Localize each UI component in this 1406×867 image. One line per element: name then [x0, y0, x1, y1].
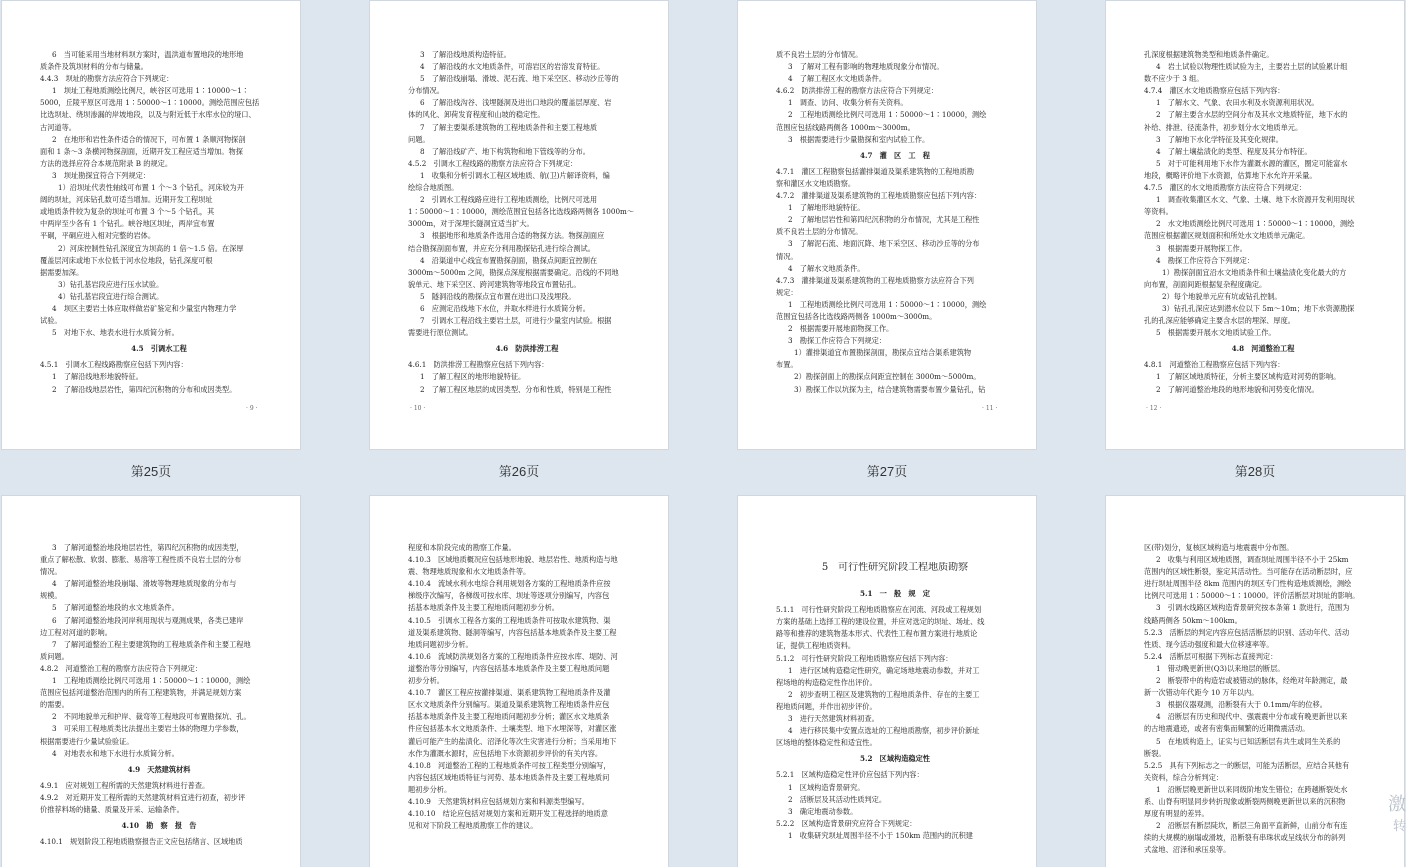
- page-content: [1106, 496, 1404, 856]
- text-line: 2 沿断层有断层陡坎，断层三角面平直新鲜，山前分布有连: [1156, 821, 1348, 831]
- text-line: 3 确定地震动参数。: [788, 806, 858, 816]
- text-line: 需要进行原位测试。: [408, 328, 473, 338]
- text-line: 价推荐料场的储量、质量及开采、运输条件。: [40, 804, 184, 814]
- text-line: 规模。: [40, 591, 62, 601]
- text-line: 4 勘探工作应符合下列规定：: [1156, 255, 1255, 265]
- page-label-28[interactable]: 第28页: [1234, 464, 1276, 479]
- text-line: 进行坝址周围半径 8km 范围内的坝区专门性构造地质测绘，测绘: [1144, 579, 1352, 589]
- text-line: 面和 1 条～3 条横河物探剖面，近期开发工程应适当增加。物探: [40, 146, 243, 156]
- text-line: 7 引调水工程沿线主要岩土层，可进行少量室内试验。根据: [420, 316, 612, 326]
- text-line: 系、山脊有明显同步转折现象或断裂两侧晚更新世以来的沉积物: [1144, 796, 1346, 806]
- text-line: 比选坝址、绕坝渗漏的岸坡地段，以及与附近低于水库水位的垭口、: [40, 110, 256, 120]
- page-27[interactable]: [738, 1, 1036, 449]
- text-line: 1 沿断层晚更新世以来同级阶地发生错位；在跨越断裂处水: [1156, 784, 1348, 794]
- text-line: 4 了解沿线的水文地质条件，可溶岩区的岩溶发育特征。: [420, 62, 605, 72]
- text-line: 1 收集研究坝址周围半径不小于 150km 范围内的沉积建: [788, 830, 973, 840]
- text-line: 梯级序次编写，各梯级可按水库、坝址等逐项分别编写，内容包: [408, 591, 610, 601]
- text-line: 规定：: [776, 287, 798, 297]
- text-line: 性质、现今活动强度和最大位移速率等。: [1144, 639, 1274, 649]
- text-line: 4.9.1 应对规划工程所需的天然建筑材料进行普查。: [40, 780, 210, 790]
- page-26[interactable]: [370, 1, 668, 449]
- text-line: 8 了解沿线矿产、地下构筑物和地下管线等的分布。: [420, 146, 590, 156]
- text-line: 5 在地质构造上，证实与已知活断层有共生或同生关系的: [1156, 736, 1341, 746]
- text-line: 4.7 灌 区 工 程: [859, 150, 930, 160]
- text-line: 6 当可能采用当地材料坝方案时，温洪道布置地段的地形地: [52, 50, 244, 59]
- text-line: 中两岸至少各有 1 个钻孔。峡谷地区坝址，两岸宜布置: [40, 219, 215, 229]
- text-line: 线路两侧各 50km～100km。: [1144, 615, 1242, 625]
- text-line: 地段，概略评价地下水资源，估算地下水允许开采量。: [1144, 170, 1317, 180]
- text-line: 道整治等分别编写，内容包括基本地质条件及主要工程地质问题: [408, 663, 610, 673]
- text-line: 覆盖层河床或地下水位低于河水位地段，钻孔深度可根: [40, 255, 213, 265]
- text-line: 1）沿坝址代表性轴线可布置 1 个～3 个钻孔，河床较为开: [58, 183, 244, 193]
- text-line: 4 沿渠道中心线宜布置勘探剖面，勘探点间距宜控制在: [420, 255, 598, 265]
- text-line: 2 了解地层岩性和第四纪沉积物的分布情况，尤其是工程性: [788, 215, 980, 225]
- text-line: 2 断裂带中的构造岩或被错动的脉体，经绝对年龄测定，最: [1156, 676, 1348, 686]
- text-line: 5.2.2 区域构造背景研究应符合下列规定：: [776, 818, 917, 828]
- page-content: [2, 1, 300, 396]
- text-line: 4.6.2 防洪排涝工程的勘察方法应符合下列规定：: [776, 86, 939, 96]
- text-line: 3 引调水线路区域构造背景研究按本条第 1 款进行，范围为: [1156, 603, 1350, 613]
- text-line: 4.10.9 天然建筑材料应包括规划方案和料源类型编写。: [408, 796, 589, 806]
- text-line: 区场地的整体稳定性和适宜性。: [776, 738, 877, 748]
- text-line: 分布情况。: [408, 86, 444, 96]
- text-line: 5.2.1 区域构造稳定性评价应包括下列内容：: [776, 770, 924, 780]
- text-line: 试验。: [40, 316, 62, 326]
- text-line: 见和对下阶段工程地质勘察工作的建议。: [408, 821, 538, 831]
- text-line: 4 了解河道整治地段崩塌、滑坡等物理地质现象的分布与: [52, 579, 237, 589]
- text-line: 关资料，综合分析判定：: [1144, 772, 1224, 782]
- text-line: 件应包括基本水文地质条件、土壤类型、地下水埋深等，对灌区涨: [408, 724, 617, 734]
- text-line: 数不应少于 3 组。: [1144, 74, 1204, 84]
- text-line: 式盆地、沼泽和承压泉等。: [1144, 845, 1231, 855]
- text-line: 3 坝址勘探宜符合下列规定：: [52, 170, 151, 180]
- page-number: · 12 ·: [1146, 404, 1162, 412]
- text-line: 6 了解河道整治地段河岸利用现状与观测成果，各类已建岸: [52, 615, 244, 625]
- watermark-line-2: 转: [1392, 818, 1406, 833]
- text-line: 4.8.2 河道整治工程的勘察方法应符合下列规定：: [40, 663, 203, 673]
- text-line: 1 了解水文、气象、农田水利及水资源利用状况。: [1156, 98, 1319, 108]
- text-line: 4 沿断层有历史和现代中、强震震中分布或有晚更新世以来: [1156, 712, 1348, 722]
- text-line: 5000，丘陵平原区可选用 1∶50000～1∶10000。测绘范围应包括: [40, 98, 260, 108]
- text-line: 3 根据仪器观测，沿断裂有大于 0.1mm/年的位移。: [1156, 700, 1327, 710]
- text-line: 2 在地形和岩性条件适合的情况下，可布置 1 条顺河物探剖: [52, 134, 246, 144]
- text-line: 情况。: [40, 567, 62, 577]
- text-line: 绘综合地质图。: [408, 183, 459, 193]
- text-line: 范围应包括河道整治范围内的所有工程建筑物，并满足规划方案: [40, 688, 242, 698]
- text-line: 5 对于可能利用地下水作为灌溉水源的灌区，圈定可能富水: [1156, 158, 1348, 168]
- text-line: 4.10.3 区域地质概况应包括地形地貌、地层岩性、地质构造与地: [408, 555, 618, 565]
- text-line: 古河道等。: [40, 122, 76, 132]
- text-line: 补给、排泄、径流条件，初步划分水文地质单元。: [1144, 122, 1303, 132]
- text-line: 貌单元、地下采空区、跨河建筑物等地段宜布置钻孔。: [408, 279, 581, 289]
- text-line: 4 进行移民集中安置点选址的工程地质勘察，初步评价新址: [788, 726, 980, 736]
- text-line: 体的风化、卸荷发育程度和山坡的稳定性。: [408, 110, 545, 120]
- text-line: 区(带)划分，复核区域构造与地震震中分布图。: [1144, 543, 1294, 552]
- text-line: 3 根据地形和地质条件选用合适的物探方法。物探剖面应: [420, 231, 605, 241]
- page-number: · 10 ·: [410, 404, 426, 412]
- text-line: 2 不同地貌单元和护岸、裁弯等工程地段可布置勘探坑、孔。: [52, 712, 251, 722]
- text-line: 4.5.2 引调水工程线路的勘察方法应符合下列规定：: [408, 158, 578, 168]
- watermark-line-1: 激: [1388, 794, 1406, 814]
- page-label-26[interactable]: 第26页: [498, 464, 540, 479]
- text-line: 4 对地表水和地下水进行水质简分析。: [52, 748, 179, 758]
- text-line: 质不良岩土层的分布情况。: [776, 50, 863, 59]
- text-line: 4.5 引调水工程: [131, 344, 187, 354]
- text-line: 3 了解河道整治地段地层岩性，第四纪沉积物的成因类型，: [52, 543, 244, 552]
- page-label-25[interactable]: 第25页: [130, 464, 172, 479]
- text-line: 程场地的构造稳定性作出评价。: [776, 677, 877, 687]
- text-line: 括基本地质条件及主要工程地质问题初步分析。: [408, 603, 559, 613]
- text-line: 4 坝区主要岩土体应取样做岩矿鉴定和少量室内物理力学: [52, 303, 237, 313]
- text-line: 范围内的区域性断裂，鉴定其活动性。当可能存在活动断层时，应: [1144, 567, 1353, 577]
- text-line: 4.7.5 灌区的水文地质勘察方法应符合下列规定：: [1144, 183, 1307, 193]
- text-line: 问题。: [408, 134, 430, 144]
- text-line: 4.9.2 对近期开发工程所需的天然建筑材料宜进行初查，初步评: [40, 792, 246, 802]
- text-line: 1∶50000～1∶10000，测绘范围宜包括各比选线路两侧各 1000m～: [408, 207, 635, 217]
- text-line: 3 勘探工作应符合下列规定：: [788, 336, 887, 346]
- text-line: 1 了解工程区的地形地貌特征。: [420, 372, 526, 382]
- text-line: 1）灌排渠道宜布置勘探剖面，勘探点宜结合渠系建筑物: [794, 348, 972, 358]
- text-line: 5 了解沿线崩塌、滑坡、泥石流、地下采空区、移动沙丘等的: [420, 74, 619, 84]
- text-line: 5.2 区域构造稳定性: [859, 754, 930, 764]
- text-line: 4.9 天然建筑材料: [127, 764, 191, 774]
- page-content: [2, 496, 300, 848]
- text-line: 质条件及筑坝材料的分布与储量。: [40, 62, 148, 72]
- text-line: 2）河床控制性钻孔深度宜为坝高的 1 倍～1.5 倍。在深厚: [58, 243, 244, 253]
- watermark: [1388, 793, 1406, 837]
- text-line: 5 根据需要开展水文地质试验工作。: [1156, 328, 1276, 338]
- text-line: 3 了解沿线地质构造特征。: [420, 50, 511, 59]
- text-line: 范围宜包括各比选线路两侧各 1000m～3000m。: [776, 311, 937, 321]
- text-line: 4.10.6 流域防洪规划各方案的工程地质条件应按水库、堤防、河: [408, 651, 618, 661]
- text-line: 情况。: [776, 251, 798, 261]
- text-line: 5.2.3 活断层的判定内容应包括活断层的识别、活动年代、活动: [1144, 627, 1350, 637]
- text-line: 比例尺可选用 1∶50000～1∶10000。评价活断层对坝址的影响。: [1144, 591, 1360, 601]
- text-line: 4.7.4 灌区水文地质勘察应包括下列内容：: [1144, 86, 1285, 96]
- text-line: 平硐，平硐应进入相对完整的岩体。: [40, 231, 156, 241]
- text-line: 4.10 勘 察 报 告: [121, 821, 197, 831]
- text-line: 4.7.1 灌区工程勘察包括灌排渠道及渠系建筑物的工程地质勘: [776, 166, 974, 176]
- text-line: 2 了解工程区地层的成因类型、分布和性质，特别是工程性: [420, 384, 612, 394]
- text-line: 察和灌区水文地质勘察。: [776, 178, 856, 188]
- text-line: 4.10.1 规划阶段工程地质勘察报告正文应包括绪言、区域地质: [40, 837, 243, 847]
- page-28[interactable]: [1106, 1, 1404, 449]
- text-line: 据需要加深。: [40, 267, 84, 277]
- page-label-27[interactable]: 第27页: [866, 464, 908, 479]
- text-line: 1 了解沿线地形地貌特征。: [52, 372, 143, 382]
- text-line: 2 工程地质测绘比例尺可选用 1∶50000～1∶10000，测绘: [788, 110, 987, 120]
- text-line: 范围应包括线路两侧各 1000m～3000m。: [776, 122, 915, 132]
- text-line: 向布置，剖面间距根据复杂程度确定。: [1144, 279, 1267, 289]
- text-line: 5.1 一 般 规 定: [859, 589, 930, 599]
- text-line: 1 了解区域地质特征，分析主要区域构造对河势的影响。: [1156, 372, 1341, 382]
- text-line: 4.7.3 灌排渠道及渠系建筑物的工程地质勘察方法应符合下列: [776, 275, 974, 285]
- text-line: 1 调查、访问、收集分析有关资料。: [788, 98, 908, 108]
- text-line: 孔深度根据建筑物类型和地质条件确定。: [1144, 50, 1274, 59]
- text-line: 2 活断层及其活动性质判定。: [788, 794, 887, 804]
- text-line: 孔的孔深应能够确定主要含水层的埋深、厚度。: [1144, 316, 1295, 326]
- text-line: 3000m，对于深埋长隧洞宜适当扩大。: [408, 219, 534, 229]
- page-31[interactable]: [738, 496, 1036, 867]
- text-line: 2 了解沿线地层岩性，第四纪沉积物的分布和成因类型。: [52, 384, 237, 394]
- text-line: 括基本地质条件及主要工程地质问题初步分析；灌区水文地质条: [408, 712, 610, 722]
- text-line: 1 了解地形地貌特征。: [788, 203, 865, 213]
- text-line: 3000m～5000m 之间，勘探点深度根据需要确定。沿线的不同地: [408, 267, 619, 277]
- text-line: 证，提供工程地质资料。: [776, 641, 856, 651]
- text-line: 灌后可能产生的盐渍化、沼泽化等次生灾害进行分析；当采用地下: [408, 736, 617, 746]
- text-line: 布置。: [776, 360, 798, 370]
- text-line: 或地质条件较为复杂的坝址可布置 3 个～5 个钻孔，其: [40, 207, 215, 217]
- text-line: 结合勘探剖面布置，并应充分利用勘探钻孔进行综合测试。: [408, 243, 595, 253]
- text-line: 4.6.1 防洪排涝工程勘察应包括下列内容：: [408, 360, 549, 370]
- page-content: [370, 496, 668, 832]
- text-line: 4 岩土试验以物理性质试验为主，主要岩土层的试验累计组: [1156, 62, 1348, 72]
- text-line: 5 可行性研究阶段工程地质勘察: [821, 562, 969, 573]
- text-line: 边工程对河道的影响。: [40, 627, 112, 637]
- text-line: 程度和本阶段完成的勘察工作量。: [408, 543, 516, 552]
- text-line: 重点了解松散、软弱、膨胀、易溶等工程性质不良岩土层的分布: [40, 555, 242, 565]
- text-line: 4.8 河道整治工程: [1231, 344, 1295, 354]
- text-line: 5 了解河道整治地段的水文地质条件。: [52, 603, 179, 613]
- text-line: 4.8.1 河道整治工程勘察应包括下列内容：: [1144, 360, 1285, 370]
- text-line: 4.10.7 灌区工程应按灌排渠道、渠系建筑物工程地质条件及灌: [408, 688, 611, 698]
- text-line: 阔的坝址，河床钻孔数可适当增加。近期开发工程坝址: [40, 195, 213, 205]
- text-line: 5.2.4 活断层可根据下列标志直接判定：: [1144, 651, 1278, 661]
- text-line: 2 水文地质测绘比例尺可选用 1∶50000～1∶10000，测绘: [1156, 219, 1355, 229]
- text-line: 1 收集和分析引调水工程区域地质、航(卫)片解译资料，编: [420, 170, 610, 180]
- page-content: [1106, 1, 1404, 396]
- text-line: 1 区域构造背景研究。: [788, 782, 865, 792]
- text-line: 根据需要进行少量试验验证。: [40, 736, 134, 746]
- page-29[interactable]: [2, 496, 300, 867]
- text-line: 5.2.5 具有下列标志之一的断层，可能为活断层，应结合其他有: [1144, 760, 1350, 770]
- text-line: 4 了解水文地质条件。: [788, 263, 865, 273]
- page-25[interactable]: [2, 1, 300, 449]
- text-line: 的古地震遗迹，或者有密集而频繁的近期微震活动。: [1144, 724, 1310, 734]
- text-line: 1 调查收集灌区水文、气象、土壤、地下水资源开发利用现状: [1156, 195, 1355, 205]
- text-line: 内容包括区域地质特征与河势、基本地质条件及主要工程地质问: [408, 772, 610, 782]
- text-line: 4 了解土壤盐渍化的类型、程度及其分布特征。: [1156, 146, 1312, 156]
- text-line: 1 进行区域构造稳定性研究，确定场地地震动参数，并对工: [788, 665, 980, 675]
- text-line: 等资料。: [1144, 207, 1173, 217]
- text-line: 地质问题初步分析。: [408, 639, 473, 649]
- text-line: 初步分析。: [408, 676, 444, 686]
- page-number: · 11 ·: [982, 404, 998, 412]
- text-line: 质不良岩土层的分布情况。: [776, 227, 863, 237]
- text-line: 4.6 防洪排涝工程: [495, 344, 559, 354]
- page-number: · 9 ·: [246, 404, 258, 412]
- text-line: 2）勘探剖面上的勘探点间距宜控制在 3000m～5000m。: [794, 372, 981, 382]
- text-line: 3 根据需要开展物探工作。: [1156, 243, 1247, 253]
- text-line: 1 坝址工程地质测绘比例尺，峡谷区可选用 1∶10000～1∶: [52, 86, 249, 96]
- text-line: 1 工程地质测绘比例尺可选用 1∶50000～1∶10000，测绘: [52, 676, 251, 686]
- text-line: 1 错动晚更新世(Q3)以来地层的断层。: [1156, 663, 1285, 673]
- text-line: 厚度有明显的差异。: [1144, 809, 1209, 819]
- text-line: 4.10.5 引调水工程各方案的工程地质条件可按取水建筑物、渠: [408, 615, 611, 625]
- text-line: 2 了解河道整治地段的地形地貌和河势变化情况。: [1156, 384, 1319, 394]
- text-line: 3 可采用工程地质类比法提出主要岩土体的物理力学参数，: [52, 724, 244, 734]
- text-line: 道及渠系建筑物、隧洞等编写，内容包括基本地质条件及主要工程: [408, 627, 617, 637]
- text-line: 范围应根据灌区规划面积和所处水文地质单元确定。: [1144, 231, 1310, 241]
- text-line: 2 初步查明工程区及建筑物的工程地质条件、存在的主要工: [788, 689, 980, 699]
- text-line: 2）每个地貌单元应有坑或钻孔控制。: [1162, 291, 1282, 301]
- text-line: 断裂。: [1144, 748, 1166, 758]
- text-line: 4.7.2 灌排渠道及渠系建筑物的工程地质勘察应包括下列内容：: [776, 191, 982, 201]
- text-line: 方案的基础上选择工程的建设位置，并应对选定的坝址、场址、线: [776, 617, 985, 627]
- page-30[interactable]: [370, 496, 668, 867]
- text-line: 3 根据需要进行少量勘探和室内试验工作。: [788, 134, 930, 144]
- text-line: 震、物理地质现象和水文地质条件等。: [408, 567, 531, 577]
- page-content: [738, 1, 1036, 396]
- text-line: 6 应测定沿线地下水位，并取水样进行水质简分析。: [420, 303, 590, 313]
- text-line: 4.10.4 流域水利水电综合利用规划各方案的工程地质条件应按: [408, 579, 611, 589]
- text-line: 水作为灌溉水源时，应包括地下水资源初步评价的有关内容。: [408, 748, 603, 758]
- text-line: 5 隧洞沿线的勘探点宜布置在进出口及浅埋段。: [420, 291, 576, 301]
- text-line: 5.1.1 可行性研究阶段工程地质勘察应在河流、河段或工程规划: [776, 605, 982, 615]
- text-line: 3 了解泥石流、地面沉降、地下采空区、移动沙丘等的分布: [788, 239, 980, 249]
- text-line: 3）勘探工作以坑探为主，结合建筑物需要布置少量钻孔，钻: [794, 384, 986, 394]
- text-line: 1）勘探剖面宜沿水文地质条件和土壤盐渍化变化最大的方: [1162, 267, 1347, 277]
- text-line: 4.5.1 引调水工程线路勘察应包括下列内容：: [40, 360, 188, 370]
- text-line: 新一次错动年代距今 10 万年以内。: [1144, 688, 1259, 698]
- text-line: 路等和推荐的建筑物基本形式、代表性工程布置方案进行地质论: [776, 629, 978, 639]
- text-line: 2 收集与利用区域地质图，调查坝址周围半径不小于 25km: [1156, 555, 1349, 565]
- text-line: 4）钻孔基岩段宜进行综合测试。: [58, 291, 164, 301]
- text-line: 方法的选择应符合本规范附录 B 的规定。: [40, 158, 173, 168]
- text-line: 2 根据需要开展地面物探工作。: [788, 324, 894, 334]
- text-line: 3）钻孔基岩段应进行压水试验。: [58, 279, 164, 289]
- text-line: 4.4.3 坝址的勘察方法应符合下列规定：: [40, 74, 174, 84]
- text-line: 续的大规模的崩塌或滑坡，沿断裂有串珠状或呈线状分布的斜列: [1144, 833, 1346, 843]
- text-line: 6 了解沿线沟谷、浅埋隧洞及进出口地段的覆盖层厚度、岩: [420, 98, 612, 108]
- text-line: 题初步分析。: [408, 784, 452, 794]
- text-line: 3 进行天然建筑材料初查。: [788, 714, 879, 724]
- text-line: 3）钻孔孔深应达到潜水位以下 5m～10m；地下水资源勘探: [1162, 303, 1355, 313]
- text-line: 7 了解河道整治工程主要建筑物的工程地质条件和主要工程地: [52, 639, 251, 649]
- text-line: 3 了解地下水化学特征及其变化规律。: [1156, 134, 1283, 144]
- text-line: 5.1.2 可行性研究阶段工程地质勘察应包括下列内容：: [776, 653, 953, 663]
- text-line: 2 了解主要含水层的空间分布及其水文地质特征，地下水的: [1156, 110, 1348, 120]
- text-line: 7 了解主要渠系建筑物的工程地质条件和主要工程地质: [420, 122, 598, 132]
- text-line: 2 引调水工程线路应进行工程地质测绘，比例尺可选用: [420, 195, 598, 205]
- page-32[interactable]: [1106, 496, 1404, 867]
- text-line: 区水文地质条件分别编写。渠道及渠系建筑物工程地质条件应包: [408, 700, 610, 710]
- text-line: 程地质问题，并作出初步评价。: [776, 701, 877, 711]
- text-line: 4 了解工程区水文地质条件。: [788, 74, 887, 84]
- text-line: 5 对地下水、地表水进行水质简分析。: [52, 328, 179, 338]
- text-line: 质问题。: [40, 651, 69, 661]
- page-content: [370, 1, 668, 396]
- text-line: 4.10.10 结论应包括对规划方案和近期开发工程选择的地质意: [408, 809, 608, 819]
- text-line: 1 工程地质测绘比例尺可选用 1∶50000～1∶10000，测绘: [788, 299, 987, 309]
- text-line: 的需要。: [40, 700, 69, 710]
- page-content: [738, 496, 1036, 842]
- text-line: 4.10.8 河道整治工程的工程地质条件可按工程类型分别编写，: [408, 760, 611, 770]
- text-line: 3 了解对工程有影响的物理地质现象分布情况。: [788, 62, 944, 72]
